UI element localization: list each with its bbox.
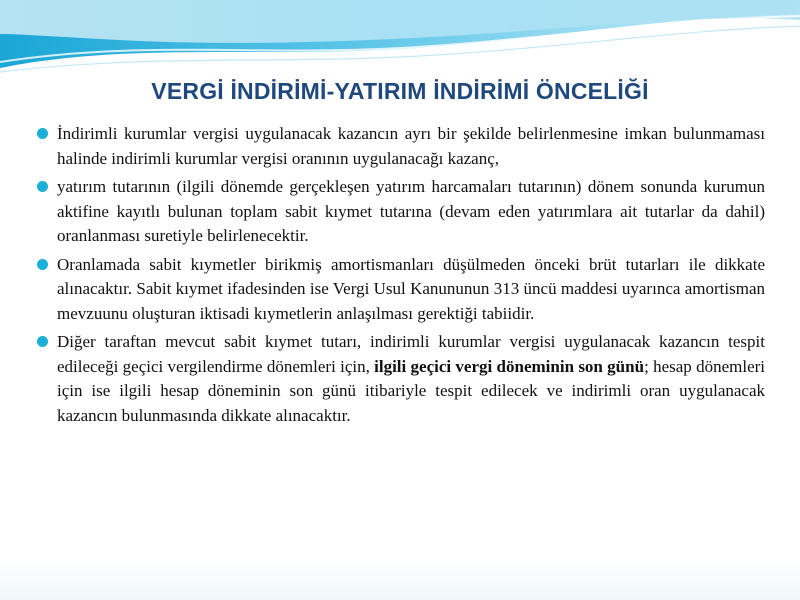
bullet-text: İndirimli kurumlar vergisi uygulanacak kazancın ayrı bir şekilde belirlenmesine imkan bulunmaması halinde indirimli kurumlar vergisi oranının uygulanacağı kazanç, (57, 124, 765, 168)
bullet-item (37, 330, 765, 428)
slide-title: VERGİ İNDİRİMİ-YATIRIM İNDİRİMİ ÖNCELİĞİ (151, 78, 649, 104)
bullet-item (37, 253, 765, 327)
bullet-text-part: ; hesap dönemleri için ise ilgili hesap döneminin son günü itibariyle tespit edilecek ve indirimli oran uygulanacak kazancın bulunmasında dikkate alınacaktır. (57, 356, 766, 425)
bullet-icon (37, 181, 48, 192)
bullet-icon (37, 128, 48, 139)
bullet-list (37, 122, 765, 432)
bullet-text-part: Diğer taraftan mevcut sabit kıymet tutarı, indirimli kurumlar vergisi uygulanacak kazancın tespit edileceği geçici vergilendirme dönemleri için, (57, 332, 765, 376)
bottom-decoration (0, 560, 800, 600)
bullet-item (37, 122, 765, 171)
bullet-item (37, 175, 765, 249)
bullet-icon (37, 336, 48, 347)
bullet-text: yatırım tutarının (ilgili dönemde gerçekleşen yatırım harcamaları tutarının) dönem sonunda kurumun aktifine kayıtlı bulunan toplam sabit kıymet tutarına (devam eden yatırımlara ait tutarlar da dahil) oranlanması suretiyle belirlenecektir. (57, 177, 765, 245)
header-wave-decoration (0, 0, 800, 80)
bullet-icon (37, 259, 48, 270)
bullet-text-bold: ilgili geçici vergi döneminin son günü (374, 356, 645, 376)
bullet-text: Oranlamada sabit kıymetler birikmiş amortismanları düşülmeden önceki brüt tutarları ile dikkate alınacaktır. Sabit kıymet ifadesinden ise Vergi Usul Kanununun 313 üncü maddesi uyarınca amortisman mevzuunu oluşturan iktisadi kıymetlerin anlaşılması gerektiği tabiidir. (57, 254, 765, 323)
